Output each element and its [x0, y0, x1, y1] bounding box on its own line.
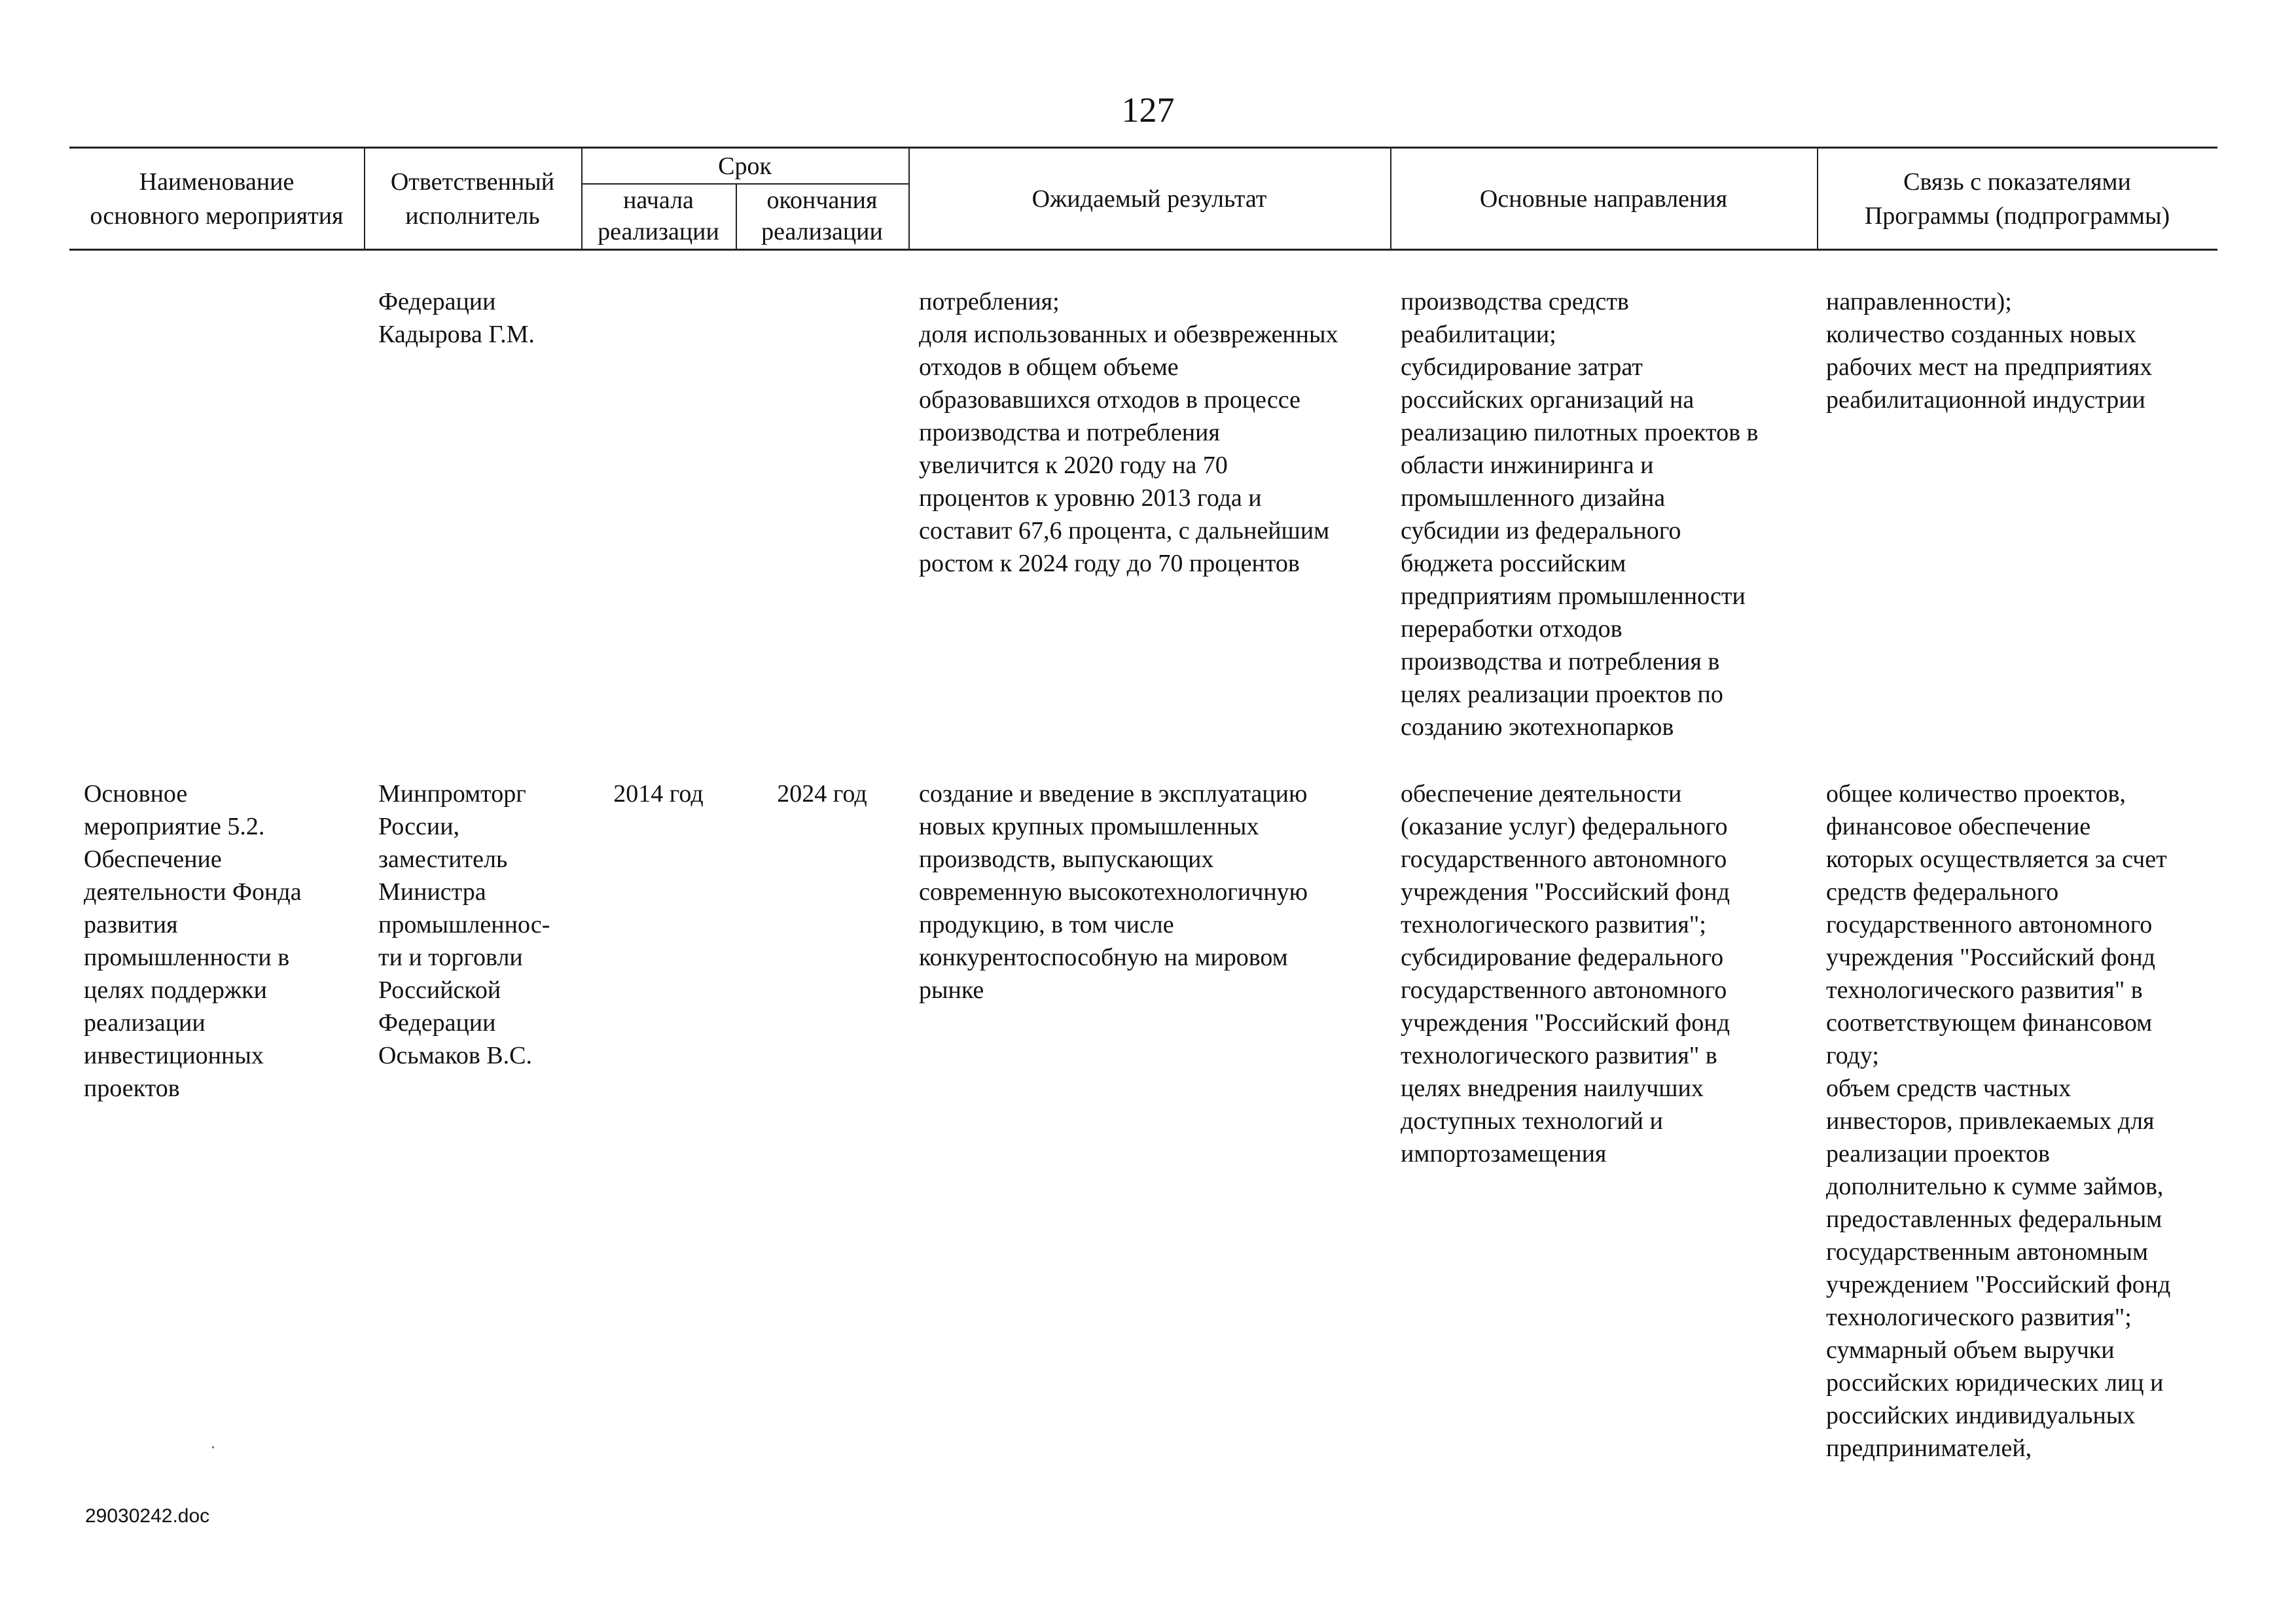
header-program-link: Связь с показателями Программы (подпрограммы): [1864, 168, 2170, 230]
row2-event-name: Основное мероприятие 5.2. Обеспечение деятельности Фонда развития промышленности в целях поддержки реализации инвестиционных проектов: [84, 780, 302, 1102]
header-term-end: окончания реализации: [761, 187, 883, 245]
header-term-start: начала реализации: [598, 187, 719, 245]
header-term: Срок: [718, 152, 772, 180]
row2-executor: Минпромторг России, заместитель Министра промышленнос- ти и торговли Российской Федерации Осьмаков В.С.: [378, 780, 550, 1069]
scan-speck: [212, 1446, 214, 1448]
row2-program-link: общее количество проектов, финансовое обеспечение которых осуществляется за счет средств федерального государственного автономного учреждения "Российский фонд технологического развития" в соответствующем финансовом году; объем средств частных инвесторов, привлекаемых для реализации проектов дополнительно к сумме займов, предоставленных федеральным государственным автономным учреждением "Российский фонд технологического развития"; суммарный объем выручки российских юридических лиц и российских индивидуальных предпринимателей,: [1826, 780, 2171, 1462]
row1-expected-result: потребления; доля использованных и обезвреженных отходов в общем объеме образовавшихся отходов в процессе производства и потребления увеличится к 2020 году на 70 процентов к уровню 2013 года и составит 67,6 процента, с дальнейшим ростом к 2024 году до 70 процентов: [919, 288, 1338, 577]
document-filename: 29030242.doc: [85, 1505, 210, 1527]
header-expected-result: Ожидаемый результат: [1031, 185, 1267, 213]
header-executor: Ответственный исполнитель: [390, 168, 555, 230]
table-header-bottom-border: [69, 249, 2217, 251]
row1-executor: Федерации Кадырова Г.М.: [378, 288, 535, 348]
table-top-border: [69, 147, 2217, 149]
row2-expected-result: создание и введение в эксплуатацию новых крупных промышленных производств, выпускающих современную высокотехнологичную продукцию, в том числе конкурентоспособную на мировом рынке: [919, 780, 1308, 1004]
row2-main-directions: обеспечение деятельности (оказание услуг) федерального государственного автономного учреждения "Российский фонд технологического развития"; субсидирование федерального государственного автономного учреждения "Российский фонд технологического развития" в целях внедрения наилучших доступных технологий и импортозамещения: [1401, 780, 1730, 1168]
row2-term-start: 2014 год: [613, 780, 704, 808]
row1-program-link: направленности); количество созданных новых рабочих мест на предприятиях реабилитационной индустрии: [1826, 288, 2153, 414]
row2-term-end: 2024 год: [777, 780, 867, 808]
header-event-name: Наименование основного мероприятия: [90, 168, 344, 230]
header-main-directions: Основные направления: [1479, 185, 1728, 213]
row1-main-directions: производства средств реабилитации; субсидирование затрат российских организаций на реализацию пилотных проектов в области инжиниринга и промышленного дизайна субсидии из федерального бюджета российским предприятиям промышленности переработки отходов производства и потребления в целях реализации проектов по созданию экотехнопарков: [1401, 288, 1759, 741]
page-number: 127: [1121, 90, 1175, 130]
